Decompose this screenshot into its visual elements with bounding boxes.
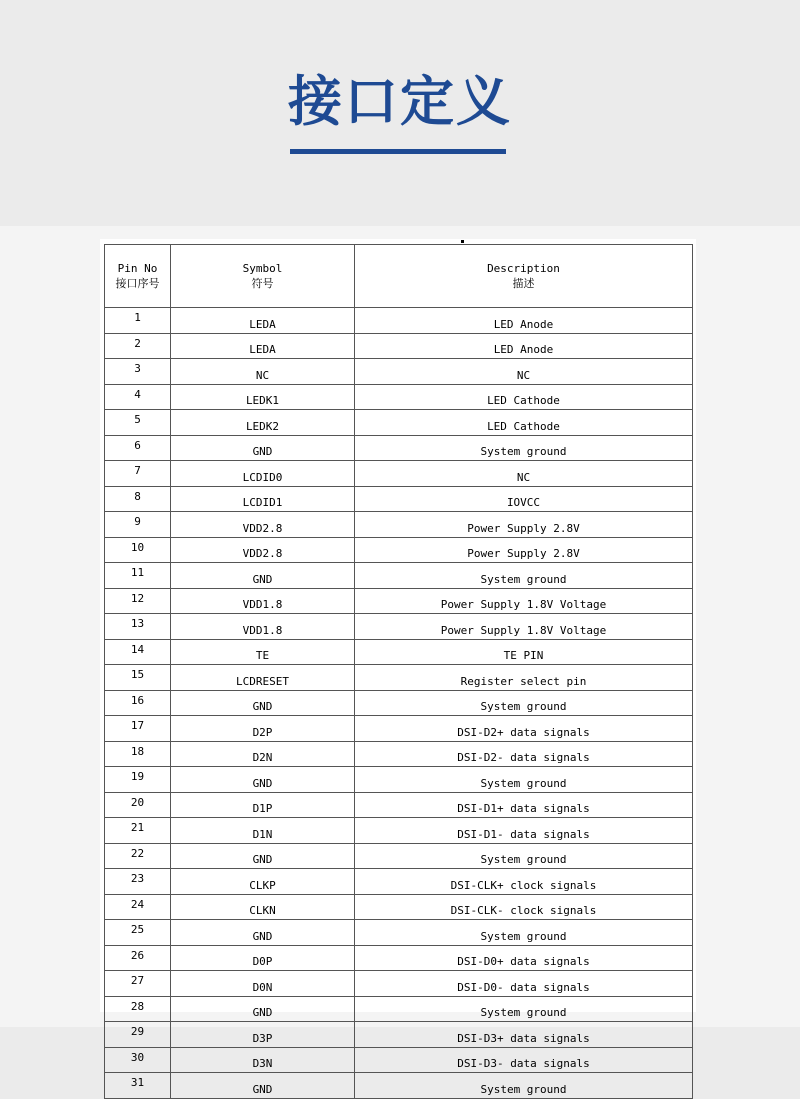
pin-symbol: D0P	[171, 945, 355, 971]
table-row	[105, 537, 693, 563]
pin-symbol: GND	[171, 843, 355, 869]
pin-description: LED Anode	[355, 308, 693, 334]
pin-symbol: D1P	[171, 792, 355, 818]
table-row	[105, 1022, 693, 1048]
table-row	[105, 920, 693, 946]
table-row	[105, 461, 693, 487]
pin-number: 7	[105, 461, 171, 487]
pin-description: System ground	[355, 767, 693, 793]
pin-number: 14	[105, 639, 171, 665]
table-row	[105, 665, 693, 691]
header-symbol-en: Symbol	[242, 262, 283, 275]
title-underline	[290, 149, 506, 154]
header-pin-no-en: Pin No	[117, 262, 158, 275]
pin-number: 13	[105, 614, 171, 640]
pin-number: 10	[105, 537, 171, 563]
pin-description: DSI-D1- data signals	[355, 818, 693, 844]
stray-mark	[461, 240, 464, 243]
header-description-cn: 描述	[512, 277, 535, 290]
pin-description: DSI-D3- data signals	[355, 1047, 693, 1073]
table-row	[105, 767, 693, 793]
pin-symbol: D3P	[171, 1022, 355, 1048]
pin-number: 8	[105, 486, 171, 512]
table-row	[105, 308, 693, 334]
pin-description: DSI-D2- data signals	[355, 741, 693, 767]
pin-description: DSI-CLK- clock signals	[355, 894, 693, 920]
table-row	[105, 359, 693, 385]
pin-number: 6	[105, 435, 171, 461]
pin-symbol: GND	[171, 690, 355, 716]
pin-symbol: D2P	[171, 716, 355, 742]
header-symbol	[171, 245, 355, 308]
pin-number: 21	[105, 818, 171, 844]
header-pin-no	[105, 245, 171, 308]
pin-number: 1	[105, 308, 171, 334]
table-row	[105, 614, 693, 640]
pin-symbol: NC	[171, 359, 355, 385]
table-row	[105, 716, 693, 742]
pin-description: System ground	[355, 690, 693, 716]
pin-number: 26	[105, 945, 171, 971]
pin-description: DSI-CLK+ clock signals	[355, 869, 693, 895]
pin-symbol: TE	[171, 639, 355, 665]
pin-description: IOVCC	[355, 486, 693, 512]
pin-symbol: VDD2.8	[171, 537, 355, 563]
pin-number: 27	[105, 971, 171, 997]
pin-description: System ground	[355, 996, 693, 1022]
pin-symbol: LCDRESET	[171, 665, 355, 691]
pin-number: 19	[105, 767, 171, 793]
table-row	[105, 588, 693, 614]
pin-number: 28	[105, 996, 171, 1022]
pin-symbol: LEDA	[171, 308, 355, 334]
pin-number: 16	[105, 690, 171, 716]
table-row	[105, 1047, 693, 1073]
pin-number: 11	[105, 563, 171, 589]
pin-description: DSI-D0+ data signals	[355, 945, 693, 971]
pin-description: TE PIN	[355, 639, 693, 665]
pin-number: 4	[105, 384, 171, 410]
pin-description: System ground	[355, 435, 693, 461]
pin-symbol: CLKP	[171, 869, 355, 895]
table-row	[105, 384, 693, 410]
pin-number: 30	[105, 1047, 171, 1073]
table-row	[105, 945, 693, 971]
pin-symbol: GND	[171, 767, 355, 793]
pin-description: NC	[355, 461, 693, 487]
pin-symbol: VDD1.8	[171, 588, 355, 614]
pin-symbol: LEDK1	[171, 384, 355, 410]
pin-description: DSI-D0- data signals	[355, 971, 693, 997]
table-row	[105, 333, 693, 359]
pin-description: Power Supply 2.8V	[355, 512, 693, 538]
pin-number: 31	[105, 1073, 171, 1099]
pin-symbol: D0N	[171, 971, 355, 997]
pin-description: DSI-D3+ data signals	[355, 1022, 693, 1048]
pin-number: 23	[105, 869, 171, 895]
pin-number: 25	[105, 920, 171, 946]
table-row	[105, 1073, 693, 1099]
table-row	[105, 512, 693, 538]
pin-number: 22	[105, 843, 171, 869]
header-description	[355, 245, 693, 308]
pin-number: 17	[105, 716, 171, 742]
pin-number: 3	[105, 359, 171, 385]
table-row	[105, 894, 693, 920]
table-body	[105, 308, 693, 1099]
table-row	[105, 435, 693, 461]
table-row	[105, 843, 693, 869]
header-description-en: Description	[487, 262, 560, 275]
pin-description: LED Cathode	[355, 384, 693, 410]
table-row	[105, 792, 693, 818]
pin-number: 9	[105, 512, 171, 538]
pin-symbol: VDD2.8	[171, 512, 355, 538]
pin-description: Power Supply 1.8V Voltage	[355, 614, 693, 640]
table-row	[105, 563, 693, 589]
table-row	[105, 410, 693, 436]
pin-description: Power Supply 1.8V Voltage	[355, 588, 693, 614]
pin-description: LED Cathode	[355, 410, 693, 436]
pin-symbol: D1N	[171, 818, 355, 844]
pin-symbol: VDD1.8	[171, 614, 355, 640]
header-symbol-cn: 符号	[251, 277, 274, 290]
pin-number: 15	[105, 665, 171, 691]
pin-description: NC	[355, 359, 693, 385]
table-header-row	[105, 245, 693, 308]
pin-symbol: GND	[171, 563, 355, 589]
pin-description: System ground	[355, 1073, 693, 1099]
table-row	[105, 639, 693, 665]
pin-description: System ground	[355, 843, 693, 869]
table-row	[105, 741, 693, 767]
table-row	[105, 996, 693, 1022]
pin-number: 2	[105, 333, 171, 359]
pin-number: 20	[105, 792, 171, 818]
pin-description: DSI-D2+ data signals	[355, 716, 693, 742]
page-title: 接口定义	[288, 70, 512, 133]
pin-symbol: LCDID0	[171, 461, 355, 487]
pin-description: System ground	[355, 563, 693, 589]
header-pin-no-cn: 接口序号	[115, 277, 160, 290]
pin-symbol: LEDA	[171, 333, 355, 359]
table-row	[105, 486, 693, 512]
pin-definition-table	[104, 244, 693, 1099]
pin-number: 5	[105, 410, 171, 436]
pin-description: Power Supply 2.8V	[355, 537, 693, 563]
pin-symbol: LEDK2	[171, 410, 355, 436]
pin-symbol: GND	[171, 996, 355, 1022]
page-header	[0, 0, 800, 226]
table-row	[105, 690, 693, 716]
pin-description: LED Anode	[355, 333, 693, 359]
pin-number: 24	[105, 894, 171, 920]
pin-symbol: D3N	[171, 1047, 355, 1073]
pin-symbol: D2N	[171, 741, 355, 767]
table-row	[105, 971, 693, 997]
table-row	[105, 818, 693, 844]
pin-description: System ground	[355, 920, 693, 946]
pin-number: 18	[105, 741, 171, 767]
pin-symbol: CLKN	[171, 894, 355, 920]
pin-description: DSI-D1+ data signals	[355, 792, 693, 818]
pin-description: Register select pin	[355, 665, 693, 691]
pin-symbol: GND	[171, 435, 355, 461]
pin-symbol: LCDID1	[171, 486, 355, 512]
table-row	[105, 869, 693, 895]
pin-symbol: GND	[171, 1073, 355, 1099]
pin-symbol: GND	[171, 920, 355, 946]
pin-number: 12	[105, 588, 171, 614]
pin-number: 29	[105, 1022, 171, 1048]
